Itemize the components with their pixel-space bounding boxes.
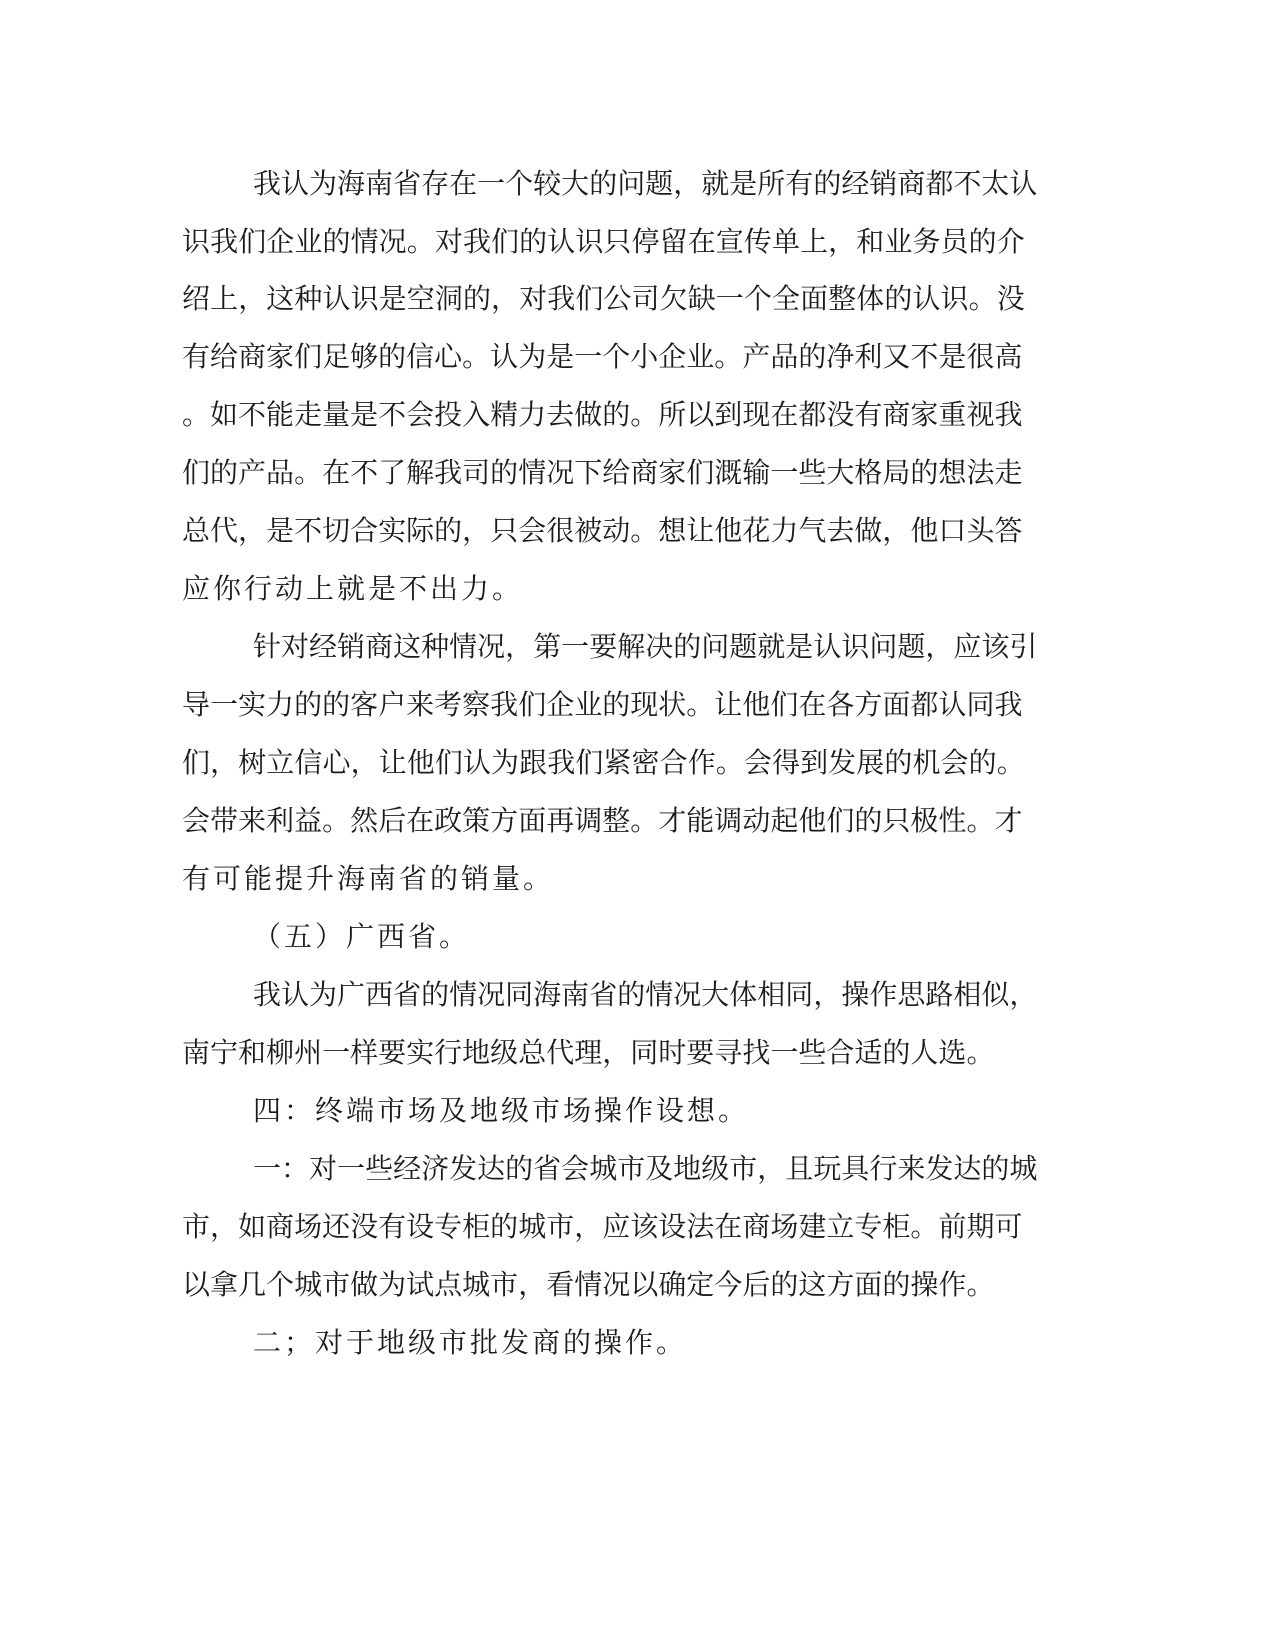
section-heading-terminal-market: 四：终端市场及地级市场操作设想。	[253, 1094, 750, 1127]
paragraph-1-line-8: 应你行动上就是不出力。	[182, 572, 524, 605]
paragraph-2-line-3: 们 ， 树 立 信 心 ， 让 他 们 认 为 跟 我 们 紧 密 合 作 。 会 得 到 发 展 的 机 会 的 。	[182, 746, 1025, 779]
paragraph-1-line-6: 们 的 产 品 。 在 不 了 解 我 司 的 情 况 下 给 商 家 们 溉 输 一 些 大 格 局 的 想 法 走	[182, 456, 1023, 489]
paragraph-1-line-4: 有 给 商 家 们 足 够 的 信 心 。 认 为 是 一 个 小 企 业 。 产 品 的 净 利 又 不 是 很 高	[182, 340, 1023, 373]
paragraph-1-line-2: 识 我 们 企 业 的 情 况 。 对 我 们 的 认 识 只 停 留 在 宣 传 单 上 ， 和 业 务 员 的 介	[182, 225, 1025, 258]
paragraph-1-line-7: 总 代 ， 是 不 切 合 实 际 的 ， 只 会 很 被 动 。 想 让 他 花 力 气 去 做 ， 他 口 头 答	[182, 514, 1023, 547]
paragraph-1-line-1: 我 认 为 海 南 省 存 在 一 个 较 大 的 问 题 ， 就 是 所 有 的 经 销 商 都 不 太 认	[253, 167, 1038, 200]
paragraph-2-line-1: 针 对 经 销 商 这 种 情 况 ， 第 一 要 解 决 的 问 题 就 是 认 识 问 题 ， 应 该 引	[253, 630, 1038, 663]
paragraph-2-line-2: 导 一 实 力 的 的 客 户 来 考 察 我 们 企 业 的 现 状 。 让 他 们 在 各 方 面 都 认 同 我	[182, 688, 1023, 721]
paragraph-1-line-5: 。 如 不 能 走 量 是 不 会 投 入 精 力 去 做 的 。 所 以 到 现 在 都 没 有 商 家 重 视 我	[182, 398, 1023, 431]
paragraph-6-line-2: 市 ， 如 商 场 还 没 有 设 专 柜 的 城 市 ， 应 该 设 法 在 商 场 建 立 专 柜 。 前 期 可	[182, 1210, 1023, 1243]
paragraph-1-line-3: 绍 上 ， 这 种 认 识 是 空 洞 的 ， 对 我 们 公 司 欠 缺 一 个 全 面 整 体 的 认 识 。 没	[182, 282, 1025, 315]
paragraph-6-line-1: 一 ： 对 一 些 经 济 发 达 的 省 会 城 市 及 地 级 市 ， 且 玩 具 行 来 发 达 的 城	[253, 1152, 1038, 1185]
paragraph-6-line-3: 以 拿 几 个 城 市 做 为 试 点 城 市 ， 看 情 况 以 确 定 今 后 的 这 方 面 的 操 作 。	[182, 1268, 995, 1301]
section-heading-wholesaler: 二；对于地级市批发商的操作。	[253, 1326, 688, 1359]
paragraph-4-line-2: 南 宁 和 柳 州 一 样 要 实 行 地 级 总 代 理 ， 同 时 要 寻 找 一 些 合 适 的 人 选 。	[182, 1036, 995, 1069]
paragraph-2-line-4: 会 带 来 利 益 。 然 后 在 政 策 方 面 再 调 整 。 才 能 调 动 起 他 们 的 只 极 性 。 才	[182, 804, 1023, 837]
paragraph-4-line-1: 我 认 为 广 西 省 的 情 况 同 海 南 省 的 情 况 大 体 相 同 ， 操 作 思 路 相 似 ，	[253, 978, 1038, 1011]
paragraph-2-line-5: 有可能提升海南省的销量。	[182, 862, 555, 895]
section-heading-guangxi: （五）广西省。	[253, 920, 471, 953]
